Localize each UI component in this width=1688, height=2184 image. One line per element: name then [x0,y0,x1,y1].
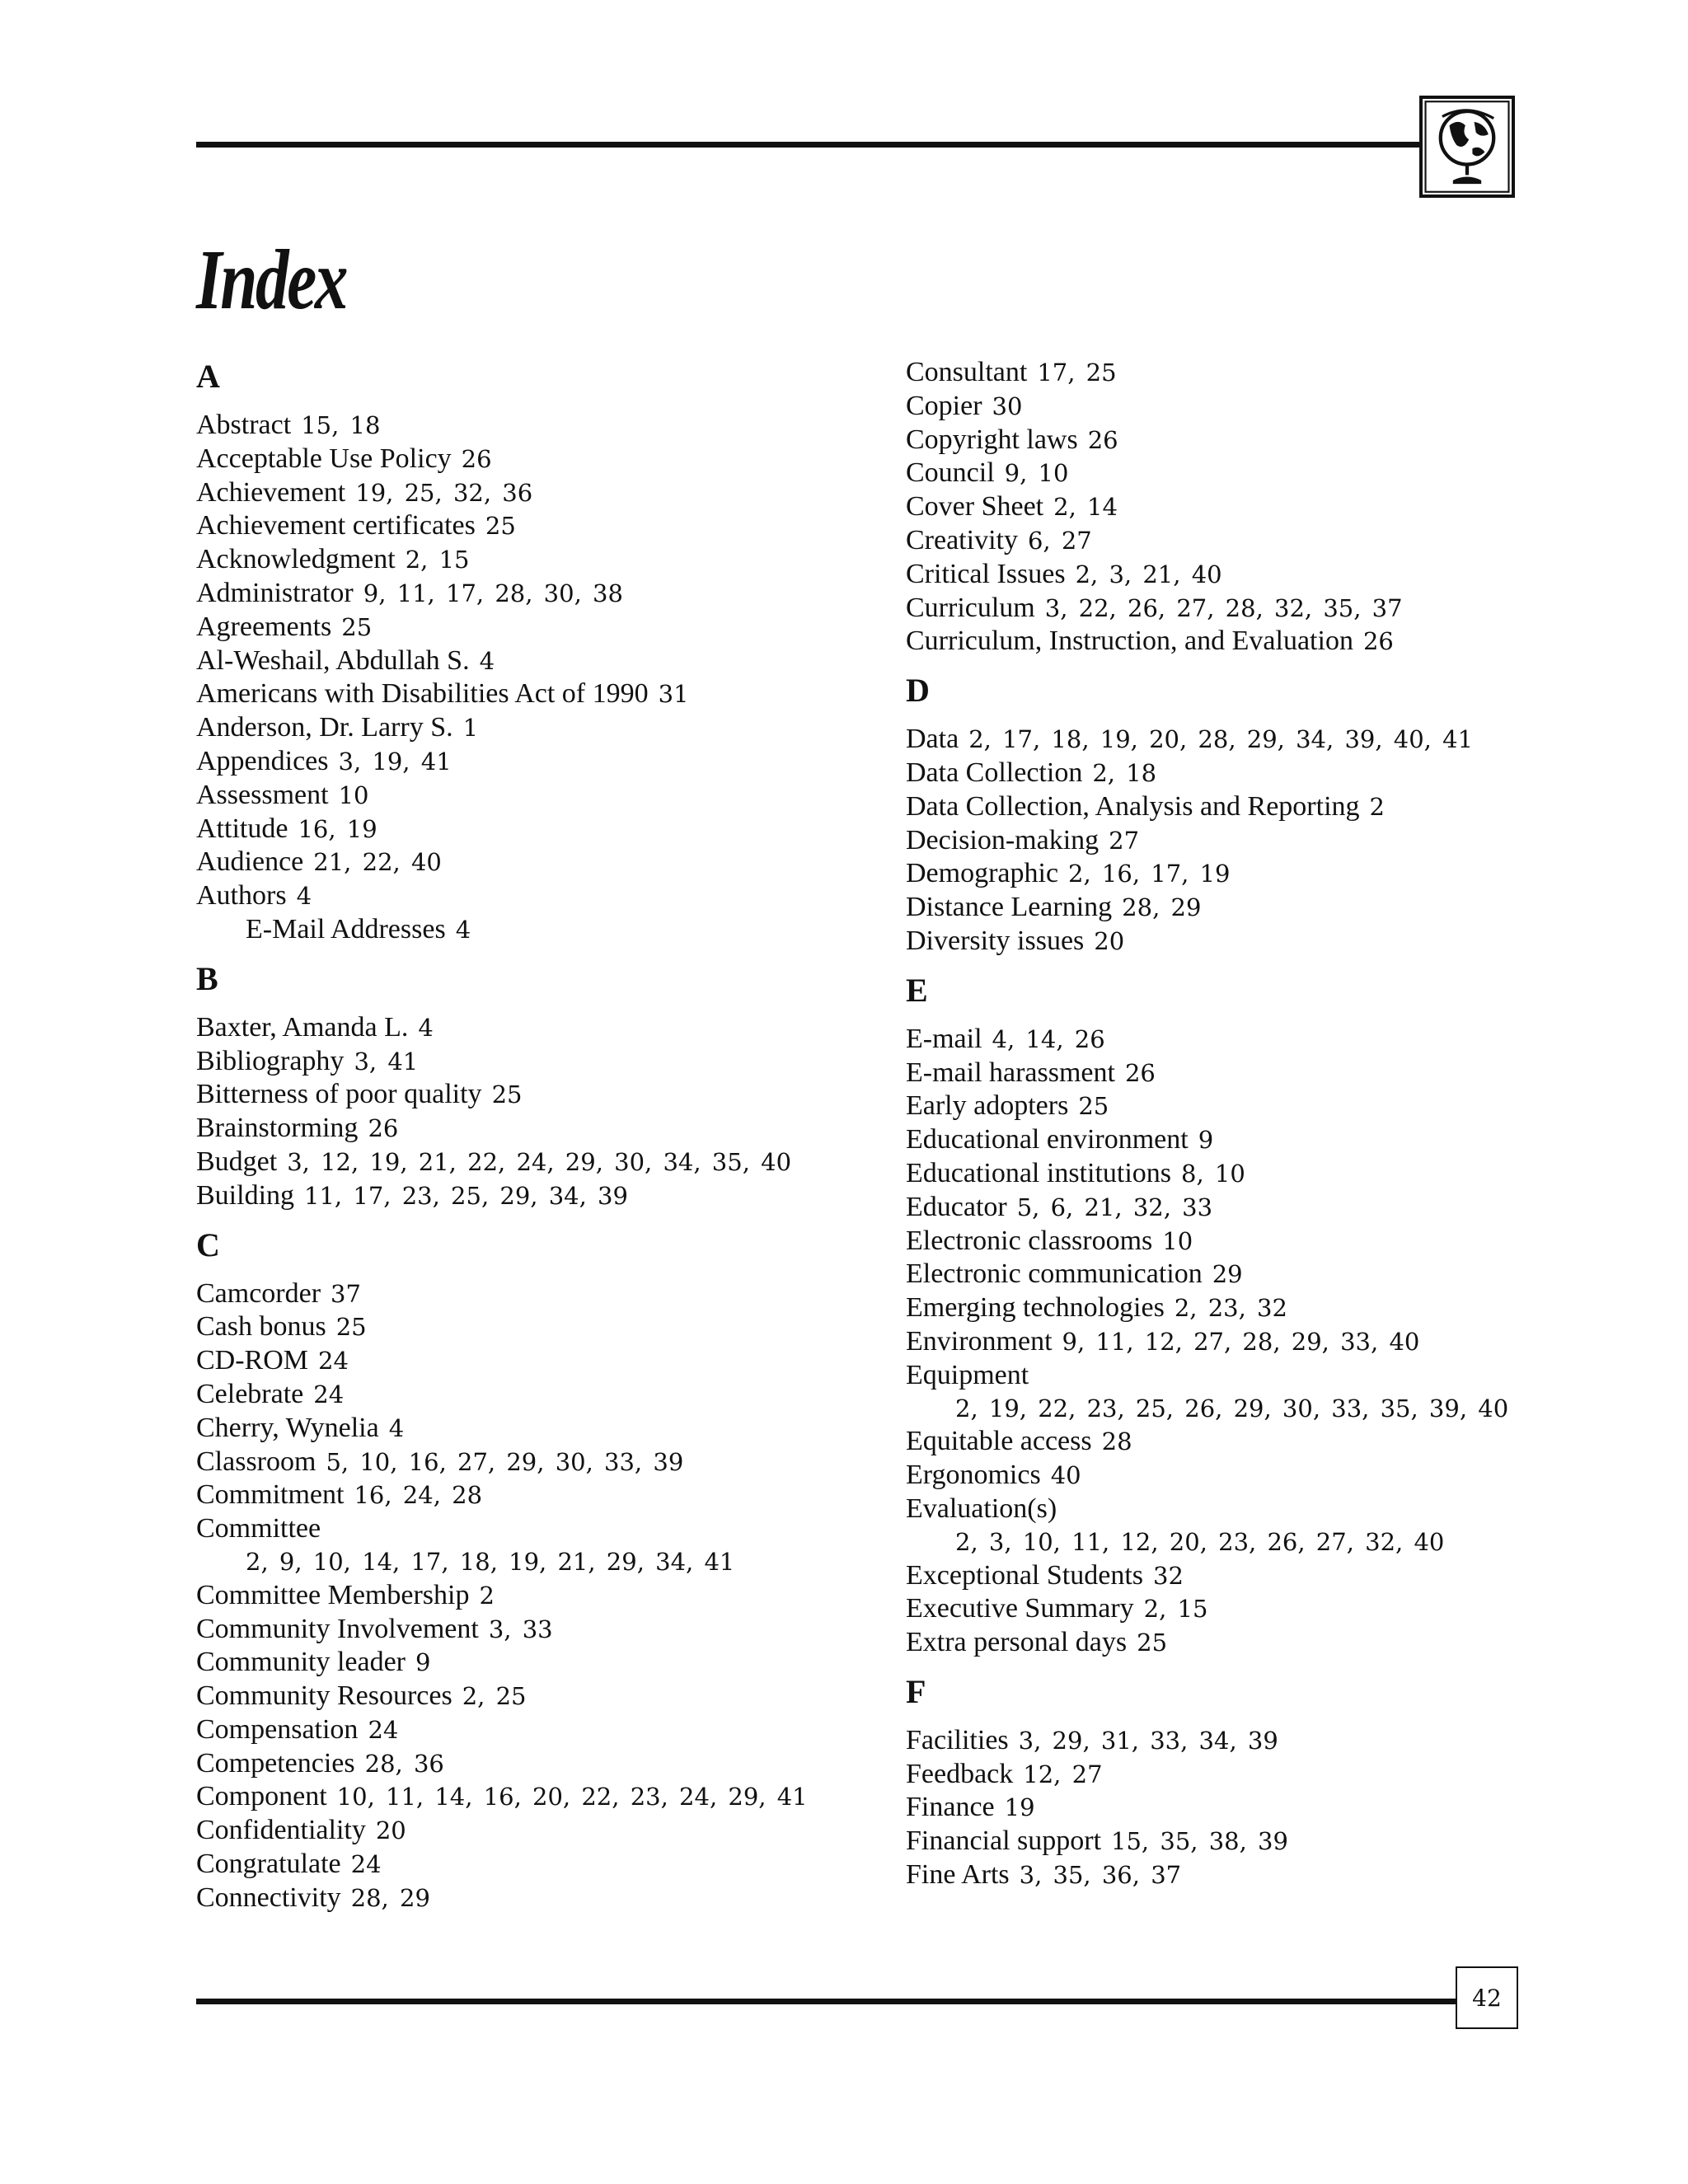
entry-pages: 2, 25 [462,1682,527,1711]
entry-term: Confidentiality [196,1815,366,1846]
index-entry [196,644,847,678]
entry-term: Attitude [196,813,288,844]
entry-term: Critical Issues [906,558,1066,589]
entry-term: Exceptional Students [906,1559,1144,1591]
entry-pages: 4 [479,646,495,675]
section-letter: B [196,959,218,997]
index-entry [196,1011,847,1045]
entry-pages: 3, 12, 19, 21, 22, 24, 29, 30, 34, 35, 40 [287,1147,792,1176]
entry-term: Educational environment [906,1124,1189,1155]
index-entry [906,857,1532,891]
entry-term: Achievement [196,476,346,508]
entry-pages: 28, 36 [364,1749,444,1778]
entry-pages: 5, 6, 21, 32, 33 [1016,1193,1213,1221]
entry-term: Community leader [196,1647,406,1678]
entry-term: Connectivity [196,1882,341,1913]
index-entry [906,356,1532,390]
entry-term: Creativity [906,524,1018,555]
index-entry [906,524,1532,558]
index-entry [196,443,847,476]
index-entry [906,625,1532,658]
index-entry [196,1579,847,1613]
entry-pages: 28, 29 [350,1883,430,1912]
entry-pages: 16, 24, 28 [354,1481,483,1510]
entry-term: Administrator [196,577,354,608]
entry-term: Executive Summary [906,1593,1134,1624]
section-letter: F [906,1672,926,1710]
entry-term: Curriculum, Instruction, and Evaluation [906,626,1353,657]
entry-pages: 12, 27 [1023,1760,1103,1788]
section-letter: C [196,1226,220,1263]
index-entry [196,543,847,577]
entry-pages: 30 [992,391,1023,420]
entry-pages: 9, 11, 17, 28, 30, 38 [363,579,623,607]
entry-pages: 2, 18 [1092,758,1157,787]
entry-term: Anderson, Dr. Larry S. [196,712,453,743]
entry-pages: 15, 18 [301,411,381,439]
index-entry [196,1446,847,1479]
index-entry [906,891,1532,925]
entry-term: Bibliography [196,1045,345,1076]
index-entry [196,677,847,711]
entry-term: Agreements [196,611,332,642]
entry-term: Assessment [196,779,329,810]
index-entry [196,1112,847,1146]
entry-term: E-mail [906,1023,982,1054]
index-entry [906,1258,1532,1291]
entry-pages: 37 [331,1279,361,1308]
index-entry [906,424,1532,457]
section-letter: E [906,971,928,1009]
index-column-left [196,356,847,1927]
index-entry [906,1825,1532,1858]
entry-term: Camcorder [196,1277,321,1309]
index-entry [196,1613,847,1647]
entry-pages: 1 [462,714,479,743]
entry-term: Feedback [906,1758,1014,1789]
index-entry [906,1090,1532,1123]
entry-term: Data [906,724,959,755]
entry-pages: 4 [455,915,471,944]
index-entry [196,611,847,644]
entry-term: Emerging technologies [906,1292,1165,1324]
entry-pages: 2, 9, 10, 14, 17, 18, 19, 21, 29, 34, 41 [246,1547,735,1576]
index-entry [196,409,847,443]
entry-pages: 2, 23, 32 [1174,1294,1287,1323]
index-entry [906,1526,1532,1559]
index-entry [196,1078,847,1112]
entry-pages: 10 [1162,1226,1193,1255]
entry-term: Classroom [196,1446,316,1477]
entry-pages: 17, 25 [1037,359,1117,387]
index-section [906,1671,1532,1892]
entry-term: Equipment [906,1359,1029,1390]
entry-term: Financial support [906,1825,1102,1857]
entry-pages: 24 [368,1715,399,1744]
entry-pages: 31 [658,680,689,709]
entry-pages: 4 [296,882,312,911]
index-entry [196,1310,847,1344]
entry-term: Audience [196,846,304,878]
entry-term: Committee [196,1513,321,1544]
index-entry [906,1791,1532,1825]
entry-term: Distance Learning [906,892,1113,923]
index-entry [906,1493,1532,1526]
index-entry [196,913,847,947]
entry-pages: 2, 15 [1143,1595,1208,1624]
entry-pages: 2, 3, 10, 11, 12, 20, 23, 26, 27, 32, 40 [955,1527,1445,1556]
entry-pages: 3, 35, 36, 37 [1019,1861,1182,1890]
index-entry [906,1459,1532,1493]
entry-pages: 25 [341,612,373,641]
entry-pages: 20 [1094,926,1125,955]
index-entry [196,476,847,510]
entry-pages: 25 [1078,1092,1109,1121]
entry-pages: 28, 29 [1122,893,1202,922]
index-entry [906,1123,1532,1157]
entry-term: Cash bonus [196,1311,326,1343]
index-entry [196,745,847,779]
index-entry [196,1344,847,1378]
index-entry [196,509,847,543]
entry-pages: 9 [415,1648,431,1677]
entry-term: Component [196,1781,327,1812]
entry-term: Evaluation(s) [906,1493,1057,1524]
entry-term: Brainstorming [196,1113,359,1144]
entry-pages: 19 [1004,1793,1035,1822]
entry-term: Finance [906,1792,995,1823]
index-entry [906,1191,1532,1225]
entry-pages: 25 [485,512,516,541]
entry-term: Extra personal days [906,1627,1128,1658]
entry-term: Building [196,1179,295,1211]
entry-term: Fine Arts [906,1859,1010,1891]
entry-term: E-Mail Addresses [246,913,446,944]
index-entry [906,1858,1532,1892]
entry-term: Competencies [196,1747,355,1779]
index-entry [906,457,1532,490]
index-entry [196,711,847,745]
index-entry [196,1179,847,1213]
entry-pages: 4, 14, 26 [992,1024,1105,1053]
entry-pages: 2, 19, 22, 23, 25, 26, 29, 30, 33, 35, 39, 40 [955,1394,1509,1422]
entry-pages: 26 [1087,425,1118,454]
entry-term: Educator [906,1191,1007,1222]
header-rule [196,142,1424,148]
entry-term: Demographic [906,858,1059,889]
footer-rule [196,1999,1456,2004]
index-entry [906,1359,1532,1392]
entry-term: Celebrate [196,1378,304,1409]
index-section [906,356,1532,658]
entry-pages: 25 [335,1313,367,1342]
index-entry [906,790,1532,824]
entry-pages: 15, 35, 38, 39 [1111,1827,1288,1856]
entry-pages: 27 [1109,826,1140,855]
index-entry [196,813,847,846]
entry-pages: 24 [313,1380,345,1408]
entry-term: Equitable access [906,1426,1092,1457]
entry-pages: 40 [1050,1461,1081,1490]
entry-pages: 25 [1137,1629,1168,1657]
entry-term: CD-ROM [196,1345,309,1376]
entry-term: Early adopters [906,1090,1069,1122]
entry-pages: 11, 17, 23, 25, 29, 34, 39 [304,1181,628,1210]
index-entry [196,879,847,913]
index-entry [906,1023,1532,1057]
index-section [906,970,1532,1660]
entry-pages: 19, 25, 32, 36 [355,478,533,507]
index-entry [196,1646,847,1680]
entry-term: Curriculum [906,592,1035,623]
entry-pages: 24 [350,1850,382,1879]
index-entry [906,824,1532,858]
entry-pages: 26 [1124,1058,1156,1087]
entry-term: E-mail harassment [906,1057,1115,1088]
entry-term: Baxter, Amanda L. [196,1011,409,1043]
page-number-text: 42 [1472,1984,1502,2012]
entry-term: Decision-making [906,824,1100,855]
entry-term: Al-Weshail, Abdullah S. [196,644,470,676]
index-entry [196,1045,847,1079]
index-entry [196,1814,847,1848]
entry-term: Community Involvement [196,1613,479,1644]
entry-pages: 9 [1198,1126,1214,1155]
entry-pages: 4 [388,1413,405,1442]
entry-pages: 2, 15 [405,546,470,574]
entry-term: Achievement certificates [196,510,476,541]
index-entry [906,1559,1532,1593]
entry-term: Budget [196,1146,278,1177]
entry-pages: 3, 22, 26, 27, 28, 32, 35, 37 [1044,593,1403,622]
index-entry [906,1626,1532,1660]
entry-pages: 2, 17, 18, 19, 20, 28, 29, 34, 39, 40, 41 [968,725,1474,754]
index-entry [906,757,1532,790]
index-entry [906,390,1532,424]
index-entry [196,1378,847,1412]
entry-pages: 26 [1362,627,1394,656]
index-entry [196,1277,847,1311]
index-entry [906,1325,1532,1359]
entry-term: Committee Membership [196,1579,470,1610]
index-section [196,356,847,947]
entry-pages: 26 [368,1114,399,1143]
index-entry [196,577,847,611]
entry-pages: 6, 27 [1027,526,1092,555]
entry-pages: 9, 11, 12, 27, 28, 29, 33, 40 [1062,1327,1420,1356]
section-letter: D [906,672,930,710]
entry-pages: 26 [461,444,492,473]
entry-term: Environment [906,1325,1053,1357]
entry-term: Ergonomics [906,1460,1041,1491]
entry-term: Abstract [196,410,292,440]
entry-pages: 5, 10, 16, 27, 29, 30, 33, 39 [326,1447,684,1476]
index-entry [906,1291,1532,1325]
index-entry [196,1545,847,1579]
entry-term: Americans with Disabilities Act of 1990 [196,678,649,710]
index-entry [196,1882,847,1915]
index-entry [196,1146,847,1179]
index-entry [906,592,1532,626]
index-entry [906,1225,1532,1258]
entry-pages: 29 [1212,1260,1243,1289]
entry-pages: 28 [1101,1427,1132,1456]
index-entry [906,1592,1532,1626]
index-entry [196,779,847,813]
index-entry [196,1479,847,1512]
index-entry [196,1747,847,1781]
entry-term: Educational institutions [906,1157,1172,1188]
entry-term: Data Collection, Analysis and Reporting [906,790,1360,822]
entry-pages: 24 [318,1347,349,1376]
index-entry [196,1713,847,1747]
index-entry [906,1057,1532,1090]
entry-pages: 2 [1369,792,1385,821]
index-entry [196,1412,847,1446]
entry-pages: 2, 16, 17, 19 [1068,860,1231,888]
index-entry [906,723,1532,757]
entry-term: Cherry, Wynelia [196,1412,379,1443]
index-entry [906,558,1532,592]
page-title: Index [196,232,347,327]
entry-pages: 16, 19 [298,814,377,843]
entry-pages: 3, 19, 41 [338,747,452,776]
entry-pages: 21, 22, 40 [313,848,442,877]
globe-logo [1419,96,1515,198]
index-entry [196,1512,847,1545]
entry-term: Community Resources [196,1680,452,1712]
entry-term: Cover Sheet [906,491,1044,523]
entry-pages: 10, 11, 14, 16, 20, 22, 23, 24, 29, 41 [336,1783,808,1811]
entry-pages: 3, 41 [354,1047,419,1076]
index-entry [906,1724,1532,1758]
entry-term: Commitment [196,1479,345,1511]
entry-term: Appendices [196,745,329,776]
index-entry [906,490,1532,524]
index-entry [906,1157,1532,1191]
index-entry [196,1848,847,1882]
entry-pages: 2 [479,1581,495,1610]
entry-pages: 25 [491,1080,523,1109]
entry-term: Electronic communication [906,1258,1203,1290]
entry-term: Data Collection [906,757,1083,788]
entry-pages: 3, 29, 31, 33, 34, 39 [1018,1726,1278,1755]
entry-pages: 20 [375,1816,406,1845]
index-entry [906,1392,1532,1426]
entry-term: Consultant [906,357,1028,387]
entry-pages: 3, 33 [488,1615,553,1643]
entry-term: Copier [906,390,982,421]
entry-pages: 2, 3, 21, 40 [1075,560,1222,588]
entry-pages: 32 [1153,1561,1184,1590]
section-letter: A [196,358,220,395]
globe-icon [1423,99,1512,194]
index-entry [196,1680,847,1713]
index-entry [196,1780,847,1814]
index-section [196,958,847,1213]
entry-term: Congratulate [196,1849,341,1880]
entry-pages: 8, 10 [1181,1159,1245,1188]
entry-term: Acceptable Use Policy [196,443,452,474]
entry-term: Compensation [196,1713,359,1745]
index-entry [906,1425,1532,1459]
index-column-right [906,356,1532,1904]
entry-term: Bitterness of poor quality [196,1079,482,1110]
entry-term: Diversity issues [906,925,1085,956]
index-entry [906,1758,1532,1792]
entry-term: Council [906,457,995,489]
entry-pages: 4 [418,1013,434,1042]
entry-term: Electronic classrooms [906,1225,1153,1256]
index-section [906,670,1532,958]
entry-pages: 2, 14 [1053,493,1118,522]
entry-pages: 9, 10 [1004,459,1069,488]
index-section [196,1225,847,1915]
entry-term: Copyright laws [906,424,1078,455]
entry-pages: 10 [338,780,369,809]
index-entry [906,925,1532,958]
index-entry [196,846,847,879]
page-number [1456,1966,1518,2029]
entry-term: Acknowledgment [196,544,396,575]
entry-term: Facilities [906,1724,1009,1755]
entry-term: Authors [196,880,287,912]
